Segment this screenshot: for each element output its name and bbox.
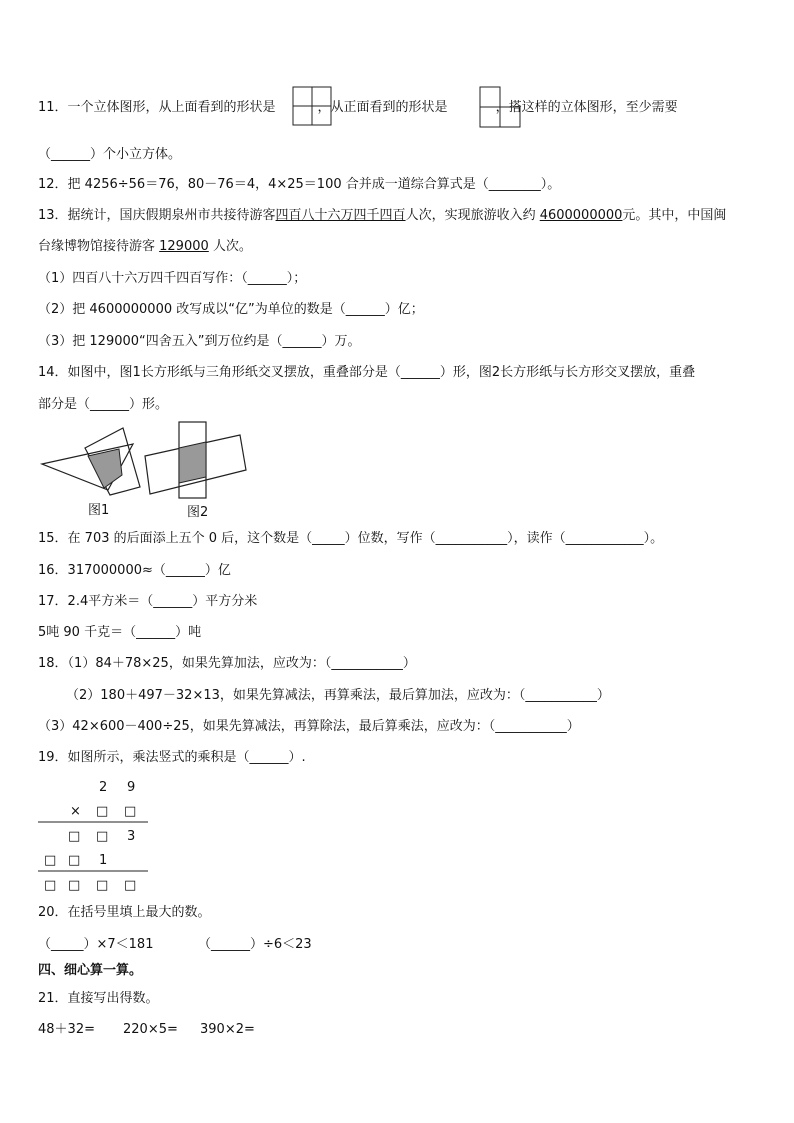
q21-expr-a: 48＋32= xyxy=(38,1022,95,1037)
q13-text-b: 人次，实现旅游收入约 xyxy=(405,208,540,223)
times-sign: × xyxy=(70,804,81,819)
q17-line-b: 5吨 90 千克＝（______）吨 xyxy=(38,625,202,640)
q20-expr-b: （______）÷6＜23 xyxy=(198,937,312,952)
box: □ xyxy=(44,853,57,868)
q21-expr-b: 220×5= xyxy=(123,1022,178,1037)
section-heading: 四、细心算一算。 xyxy=(38,963,143,978)
q12-line: 12．把 4256÷56＝76，80－76＝4，4×25＝100 合并成一道综合算式是（________）。 xyxy=(38,177,561,192)
q18-line-c: （3）42×600－400÷25，如果先算减法，再算除法，最后算乘法，应改为：（___________） xyxy=(38,719,580,734)
digit-1: 1 xyxy=(99,853,108,868)
front-view-shape xyxy=(479,86,523,128)
box: □ xyxy=(96,829,109,844)
figure-1-caption: 图1 xyxy=(88,503,110,518)
q13-visitors-words: 四百八十六万四千四百 xyxy=(275,208,406,223)
q21-line: 21．直接写出得数。 xyxy=(38,991,159,1006)
box: □ xyxy=(96,878,109,893)
q20-expr-a: （_____）×7＜181 xyxy=(38,937,154,952)
figure-1 xyxy=(40,424,140,504)
q13-text-e: 人次。 xyxy=(208,239,252,254)
q13-sub2: （2）把 4600000000 改写成以“亿”为单位的数是（______）亿； xyxy=(38,302,424,317)
digit-2: 2 xyxy=(99,780,108,795)
q13-income-number: 4600000000 xyxy=(539,208,623,223)
q14-line1: 14．如图中，图1长方形纸与三角形纸交叉摆放，重叠部分是（______）形，图2长方形纸与长方形交叉摆放，重叠 xyxy=(38,365,696,380)
q11-text-3: ，搭这样的立体图形，至少需要 xyxy=(495,100,678,115)
q13-sub1: （1）四百八十六万四千四百写作：（______）； xyxy=(38,271,307,286)
q13-line2 xyxy=(38,238,252,256)
q11-line2: （______）个小立方体。 xyxy=(38,147,182,162)
box: □ xyxy=(68,853,81,868)
box: □ xyxy=(68,878,81,893)
box: □ xyxy=(124,804,137,819)
digit-3: 3 xyxy=(127,829,136,844)
q17-line-a: 17．2.4平方米＝（______）平方分米 xyxy=(38,594,258,609)
q13-line1 xyxy=(38,207,726,225)
q18-line-a: 18．（1）84＋78×25，如果先算加法，应改为：（___________） xyxy=(38,656,416,671)
figure-2 xyxy=(143,420,248,500)
q18-line-b: （2）180＋497－32×13，如果先算减法，再算乘法，最后算加法，应改为：（___________） xyxy=(66,688,610,703)
figure-2-overlap xyxy=(179,442,206,483)
figure-2-caption: 图2 xyxy=(187,505,209,520)
q20-line: 20．在括号里填上最大的数。 xyxy=(38,905,211,920)
box: □ xyxy=(68,829,81,844)
top-view-shape xyxy=(292,86,332,126)
q11-line1 xyxy=(38,99,678,117)
box: □ xyxy=(44,878,57,893)
box: □ xyxy=(124,878,137,893)
q13-text-d: 台缘博物馆接待游客 xyxy=(38,239,160,254)
q13-museum-visitors: 129000 xyxy=(159,239,209,254)
q14-line2: 部分是（______）形。 xyxy=(38,397,169,412)
q13-text-c: 元。其中，中国闽 xyxy=(622,208,727,223)
figure-1-overlap xyxy=(88,449,122,488)
digit-9: 9 xyxy=(127,780,136,795)
q15-line: 15．在 703 的后面添上五个 0 后，这个数是（_____）位数，写作（___________），读作（____________）。 xyxy=(38,531,664,546)
box: □ xyxy=(96,804,109,819)
q19-line: 19．如图所示，乘法竖式的乘积是（______）. xyxy=(38,750,306,765)
q11-text-1: 11．一个立体图形，从上面看到的形状是 xyxy=(38,100,276,115)
q13-text-a: 13．据统计，国庆假期泉州市共接待游客 xyxy=(38,208,276,223)
q11-text-2: ，从正面看到的形状是 xyxy=(317,100,448,115)
q21-expr-c: 390×2= xyxy=(200,1022,255,1037)
q16-line: 16．317000000≈（______）亿 xyxy=(38,563,231,578)
q13-sub3: （3）把 129000“四舍五入”到万位约是（______）万。 xyxy=(38,334,361,349)
multiplication-diagram xyxy=(38,775,148,895)
